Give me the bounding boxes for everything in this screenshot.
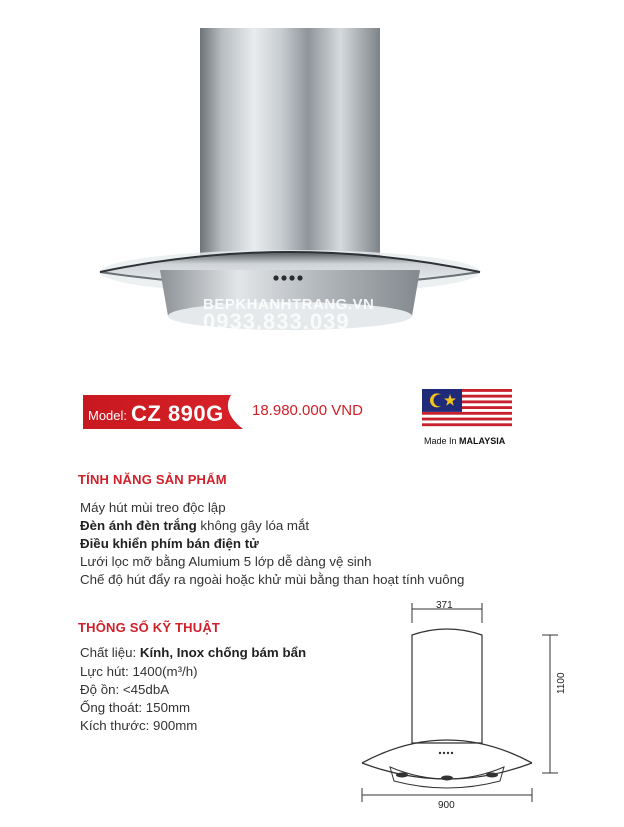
specs-heading: THÔNG SỐ KỸ THUẬT (78, 620, 221, 635)
feature-item: Chế độ hút đẩy ra ngoài hoặc khử mùi bằng than hoạt tính vuông (80, 572, 465, 587)
dimension-height: 1100 (556, 672, 567, 694)
spec-material-label: Chất liệu: (80, 645, 140, 660)
spec-item: Ống thoát: 150mm (80, 700, 191, 715)
made-in-country: MALAYSIA (459, 436, 506, 446)
price: 18.980.000 VND (252, 402, 363, 419)
feature-item: Lưới lọc mỡ bằng Alumium 5 lớp dễ dàng vệ sinh (80, 554, 372, 569)
feature-item: Máy hút mùi treo độc lập (80, 500, 226, 515)
spec-item: Kích thước: 900mm (80, 718, 198, 733)
feature-item-rest: không gây lóa mắt (196, 518, 310, 533)
feature-item-bold: Đèn ánh đèn trắng (80, 518, 197, 533)
spec-item: Độ ồn: <45dbA (80, 682, 170, 697)
spec-material (80, 645, 306, 660)
features-heading: TÍNH NĂNG SẢN PHẨM (78, 472, 227, 487)
feature-item (80, 518, 309, 533)
model-code: CZ 890G (131, 401, 224, 426)
made-in-label (424, 436, 505, 446)
spec-material-value: Kính, Inox chống bám bẩn (139, 645, 307, 660)
dimension-top: 371 (436, 600, 453, 611)
watermark-phone: 0933.833.039 (203, 309, 350, 334)
feature-item: Điều khiển phím bán điện tử (80, 536, 259, 551)
model-label: Model: (88, 408, 128, 423)
dimension-bottom: 900 (438, 800, 455, 811)
watermark-site: BEPKHANHTRANG.VN (203, 296, 375, 313)
spec-item: Lực hút: 1400(m³/h) (80, 664, 198, 679)
malaysia-flag-icon (422, 389, 512, 429)
made-in-prefix: Made In (424, 436, 457, 446)
dimension-diagram (350, 595, 580, 815)
